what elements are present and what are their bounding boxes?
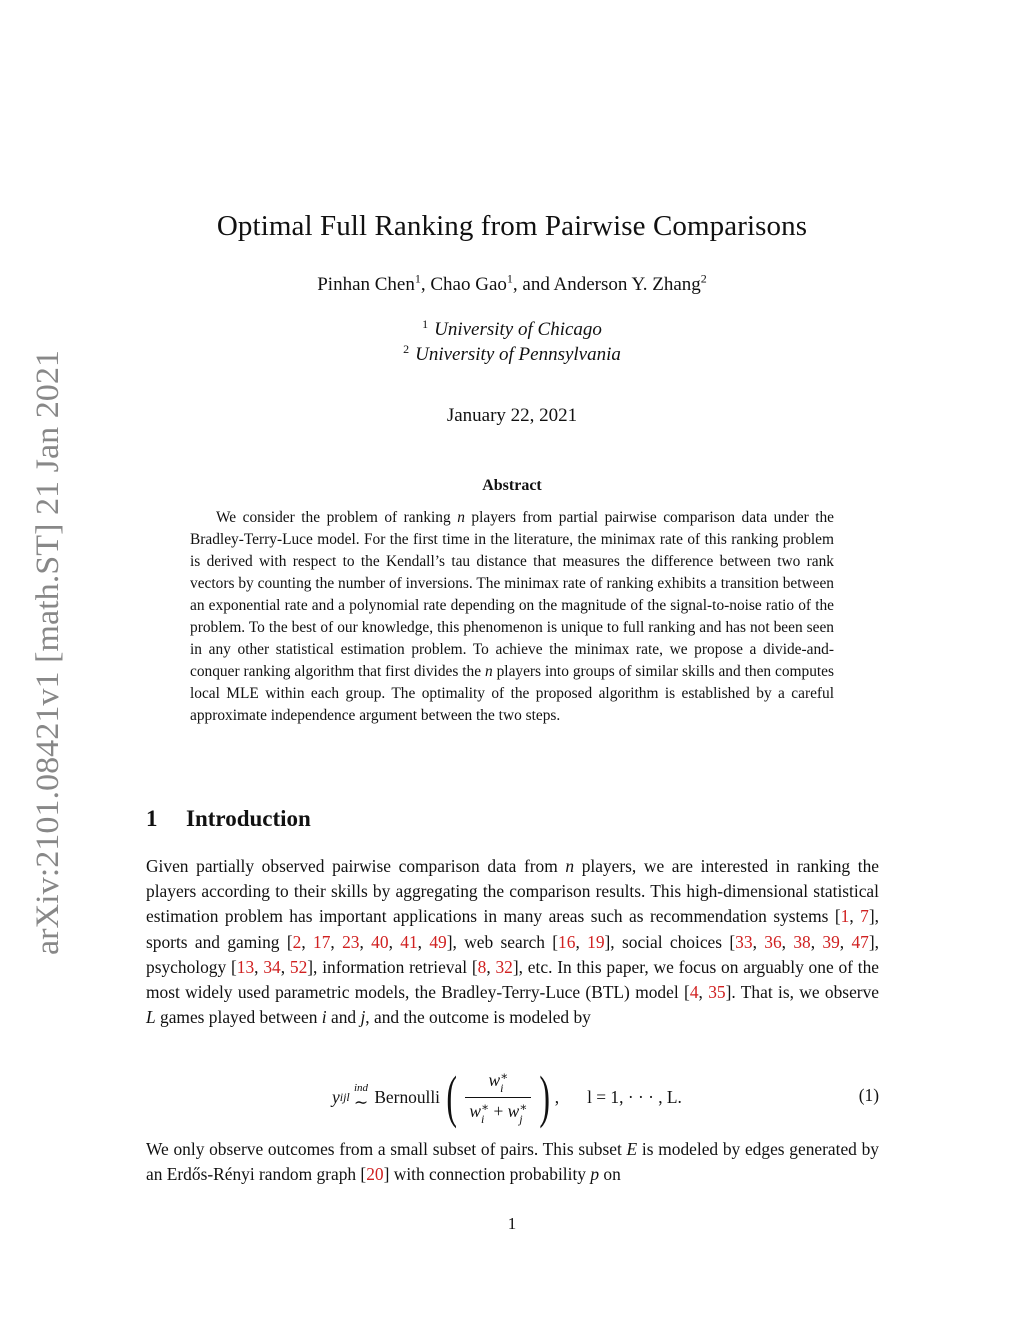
affiliation: $^1$ University of Chicago [422,316,602,340]
citation-link[interactable]: 16 [558,931,576,952]
citation-link[interactable]: 41 [400,931,418,952]
page-number: 1 [507,1214,517,1233]
citation-link[interactable]: 20 [366,1164,384,1185]
citation-link[interactable]: 17 [313,931,331,952]
citation-link[interactable]: 38 [793,931,811,952]
citation-link[interactable]: 52 [289,956,308,977]
paragraph: We only observe outcomes from a small subset of pairs. This subset E is modeled by edges generated by an Erdős-Rényi random graph [20] with connection probability p on [146,1139,879,1185]
author-affiliation-mark: 1 [506,271,513,286]
citation-link[interactable]: 8 [477,956,487,977]
citation-link[interactable]: 47 [851,931,869,952]
affiliation: $^2$ University of Pennsylvania [403,341,621,365]
arxiv-identifier-text: arXiv:2101.08421v1 [math.ST] 21 Jan 2021 [30,370,66,955]
intro-paragraph: Given partially observed pairwise comparison data from n players, we are interested in ranking the players according to their skills by aggregating the comparison results. This high-dimensional statistical estimation problem has important applications in many areas such as recommendation systems [1, 7], sports and gaming [2, 17, 23, 40, 41, 49], web search [16, 19], social choices [33, 36, 38, 39, 47], psychology [13, 34, 52], information retrieval [8, 32], etc. In this paper, we focus on arguably one of the most widely used parametric models, the Bradley-Terry-Luce (BTL) model [4, 35]. That is, we observe L games played between i and j, and the outcome is modeled by [146,856,880,1028]
citation-link[interactable]: 49 [429,931,447,952]
citation-link[interactable]: 32 [495,956,513,977]
arxiv-identifier [16,345,72,965]
citation-link[interactable]: 39 [822,931,840,952]
citation-link[interactable]: 2 [292,931,302,952]
citation-link[interactable]: 33 [735,931,753,952]
abstract-heading: Abstract [482,477,542,494]
citation-link[interactable]: 1 [840,906,850,927]
author-list: Pinhan Chen$^1$, Chao Gao$^1$, and Anderson Y. Zhang$^2$ [317,271,707,295]
equation-number: (1) [858,1085,879,1105]
citation-link[interactable]: 36 [764,931,782,952]
citation-link[interactable]: 13 [236,956,255,977]
paper-title: Optimal Full Ranking from Pairwise Comparisons [216,210,808,242]
section-heading: 1 Introduction [146,806,311,831]
citation-link[interactable]: 35 [708,982,726,1003]
citation-link[interactable]: 7 [860,906,869,927]
citation-link[interactable]: 19 [587,931,605,952]
author-name: Pinhan Chen [317,274,415,295]
publication-date: January 22, 2021 [446,405,578,426]
citation-link[interactable]: 34 [263,956,281,977]
citation-link[interactable]: 4 [689,982,699,1003]
abstract-body: We consider the problem of ranking n players from partial pairwise comparison data under the Bradley-Terry-Luce model. For the first time in the literature, the minimax rate of this ranking problem is derived with respect to the Kendall’s tau distance that measures the difference between two rank vectors by counting the number of inversions. The minimax rate of ranking exhibits a transition between an exponential rate and a polynomial rate depending on the magnitude of the signal-to-noise ratio of the problem. To the best of our knowledge, this phenomenon is unique to full ranking and has not been seen in any other statistical estimation problem. To achieve the minimax rate, we propose a divide-and-conquer ranking algorithm that first divides the n players into groups of similar skills and then computes local MLE within each group. The optimality of the proposed algorithm is established by a careful approximate independence argument between the two steps. [190,509,835,724]
author-affiliation-mark: 1 [414,271,421,286]
author-name: Anderson Y. Zhang [553,274,701,295]
equation-1: y ijl ind ∼ Bernoulli ( w ∗ i w ∗ i + w ∗ j ) , l = 1, · · · , L. (1) [332,1064,879,1129]
author-name: Chao Gao [430,274,507,295]
citation-link[interactable]: 40 [371,931,389,952]
author-affiliation-mark: 2 [700,271,707,286]
citation-link[interactable]: 23 [342,931,360,952]
